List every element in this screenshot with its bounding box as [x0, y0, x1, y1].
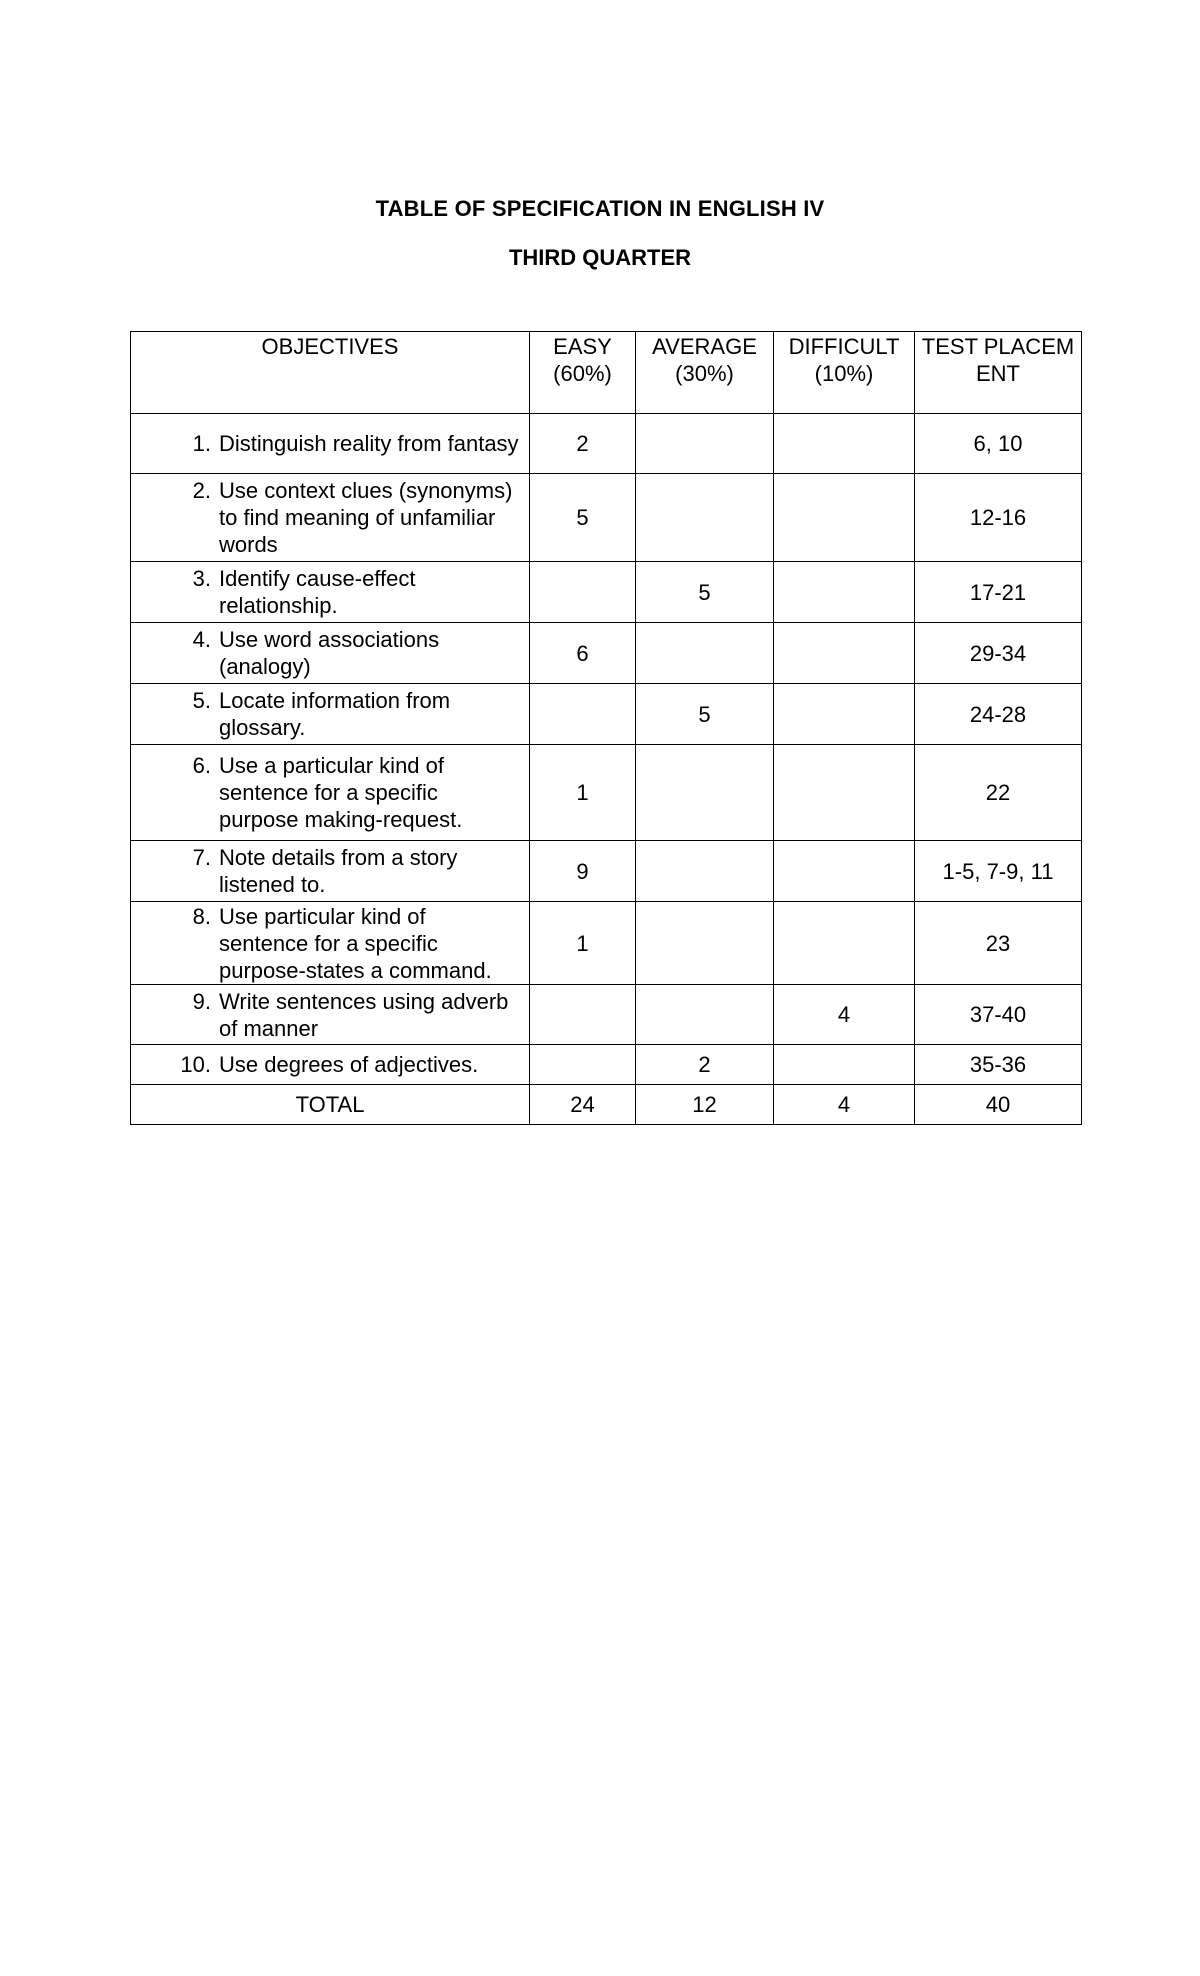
total-easy: 24	[530, 1085, 636, 1125]
objective-cell	[131, 841, 530, 902]
average-cell	[636, 985, 774, 1045]
document-header	[0, 196, 1200, 271]
average-cell: 2	[636, 1045, 774, 1085]
total-difficult: 4	[774, 1085, 915, 1125]
objective-cell	[131, 745, 530, 841]
difficult-cell: 4	[774, 985, 915, 1045]
average-cell	[636, 623, 774, 684]
placement-cell: 22	[915, 745, 1082, 841]
table-row	[131, 745, 1082, 841]
average-cell	[636, 414, 774, 474]
average-cell	[636, 841, 774, 902]
objective-number: 9.	[192, 988, 211, 1014]
objective-number: 4.	[192, 627, 211, 652]
header-average: AVERAGE (30%)	[636, 332, 774, 414]
easy-cell: 5	[530, 474, 636, 562]
total-average: 12	[636, 1085, 774, 1125]
objective-text: Use a particular kind of sentence for a specific purpose making-request.	[219, 753, 463, 832]
objective-text: Use word associations (analogy)	[219, 627, 440, 679]
objective-cell	[131, 902, 530, 985]
objective-number: 1.	[192, 431, 211, 456]
difficult-cell	[774, 841, 915, 902]
table-row	[131, 902, 1082, 985]
average-cell	[636, 902, 774, 985]
difficult-cell	[774, 414, 915, 474]
objective-text: Use degrees of adjectives.	[219, 1052, 479, 1077]
placement-cell: 23	[915, 902, 1082, 985]
table-row	[131, 623, 1082, 684]
easy-cell: 2	[530, 414, 636, 474]
difficult-cell	[774, 623, 915, 684]
objective-cell	[131, 684, 530, 745]
objective-number: 10.	[180, 1052, 211, 1077]
total-placement: 40	[915, 1085, 1082, 1125]
total-label: TOTAL	[131, 1085, 530, 1125]
objective-text: Identify cause-effect relationship.	[219, 566, 416, 618]
objective-cell	[131, 474, 530, 562]
placement-cell: 6, 10	[915, 414, 1082, 474]
easy-cell: 1	[530, 902, 636, 985]
average-cell: 5	[636, 684, 774, 745]
placement-cell: 1-5, 7-9, 11	[915, 841, 1082, 902]
objective-cell	[131, 414, 530, 474]
average-cell: 5	[636, 562, 774, 623]
objective-text: Note details from a story listened to.	[219, 845, 458, 897]
easy-cell	[530, 985, 636, 1045]
objective-number: 8.	[192, 903, 211, 929]
easy-cell	[530, 684, 636, 745]
difficult-cell	[774, 902, 915, 985]
objective-cell	[131, 985, 530, 1045]
total-row	[131, 1085, 1082, 1125]
placement-cell: 29-34	[915, 623, 1082, 684]
table-row	[131, 1045, 1082, 1085]
objective-number: 6.	[192, 753, 211, 778]
header-difficult: DIFFICULT (10%)	[774, 332, 915, 414]
objective-cell	[131, 1045, 530, 1085]
easy-cell: 6	[530, 623, 636, 684]
table-header-row	[131, 332, 1082, 414]
placement-cell: 17-21	[915, 562, 1082, 623]
average-cell	[636, 745, 774, 841]
objective-text: Locate information from glossary.	[219, 688, 451, 740]
objective-text: Distinguish reality from fantasy	[219, 431, 519, 456]
easy-cell	[530, 1045, 636, 1085]
header-test-placement: TEST PLACEMENT	[915, 332, 1082, 414]
difficult-cell	[774, 684, 915, 745]
objective-number: 5.	[192, 688, 211, 713]
objective-number: 3.	[192, 566, 211, 591]
header-easy: EASY (60%)	[530, 332, 636, 414]
table-row	[131, 985, 1082, 1045]
average-cell	[636, 474, 774, 562]
document-title: TABLE OF SPECIFICATION IN ENGLISH IV	[375, 196, 825, 221]
objective-text: Use particular kind of sentence for a specific purpose-states a command.	[219, 903, 492, 983]
easy-cell: 1	[530, 745, 636, 841]
header-objectives: OBJECTIVES	[131, 332, 530, 414]
specification-table	[130, 331, 1082, 1125]
difficult-cell	[774, 745, 915, 841]
easy-cell	[530, 562, 636, 623]
objective-cell	[131, 562, 530, 623]
placement-cell: 37-40	[915, 985, 1082, 1045]
objective-number: 2.	[192, 478, 211, 503]
objective-text: Write sentences using adverb of manner	[219, 988, 509, 1041]
placement-cell: 35-36	[915, 1045, 1082, 1085]
objective-cell	[131, 623, 530, 684]
table-row	[131, 474, 1082, 562]
objective-text: Use context clues (synonyms) to find meaning of unfamiliar words	[219, 478, 513, 557]
table-row	[131, 684, 1082, 745]
placement-cell: 12-16	[915, 474, 1082, 562]
table-row	[131, 841, 1082, 902]
difficult-cell	[774, 474, 915, 562]
difficult-cell	[774, 1045, 915, 1085]
document-subtitle: THIRD QUARTER	[508, 245, 692, 270]
objective-number: 7.	[192, 845, 211, 870]
table-row	[131, 414, 1082, 474]
placement-cell: 24-28	[915, 684, 1082, 745]
table-row	[131, 562, 1082, 623]
difficult-cell	[774, 562, 915, 623]
easy-cell: 9	[530, 841, 636, 902]
